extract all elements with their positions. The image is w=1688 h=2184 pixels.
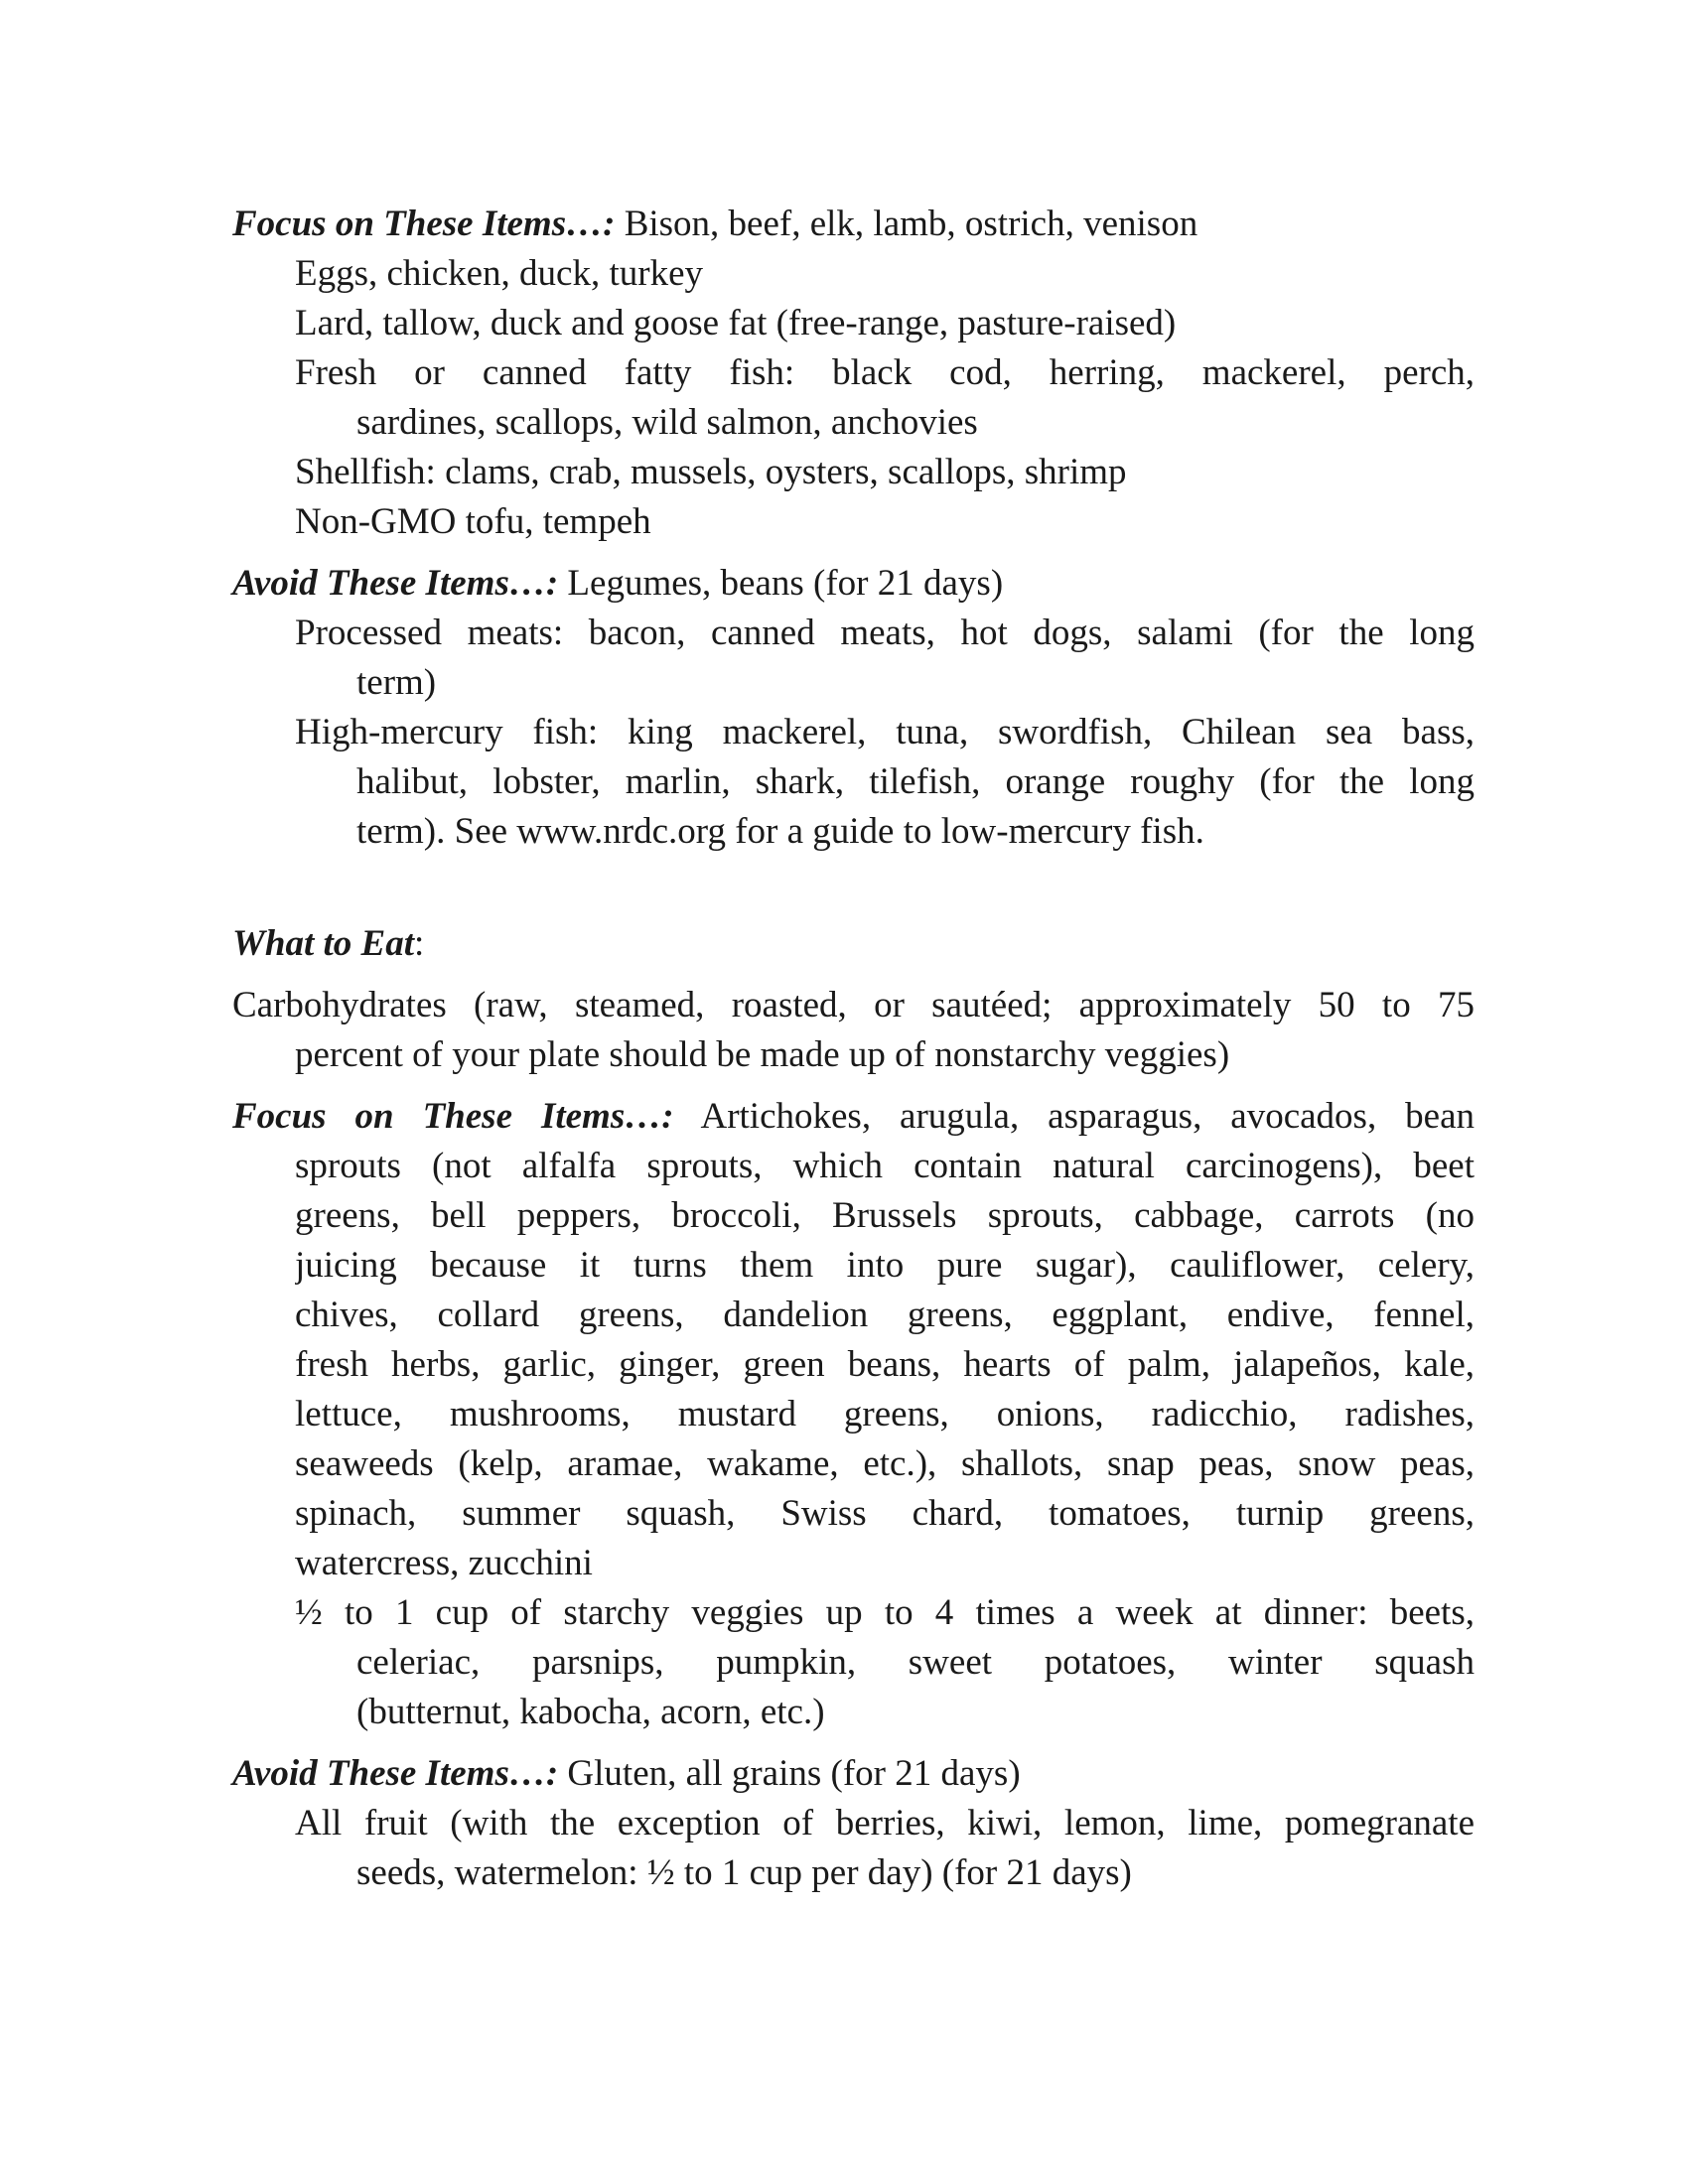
list-item: watercress, zucchini: [295, 1543, 593, 1583]
list-item: Eggs, chicken, duck, turkey: [295, 253, 703, 294]
protein-focus-lead: Focus on These Items…: [232, 204, 604, 244]
list-item: lettuce, mushrooms, mustard greens, onions, radicchio, radishes,: [295, 1394, 1475, 1434]
list-item: Lard, tallow, duck and goose fat (free-range, pasture-raised): [295, 303, 1177, 343]
protein-avoid-lead: Avoid These Items…: [232, 563, 546, 604]
carbs-focus-line: Focus on These Items…: Artichokes, arugula, asparagus, avocados, bean: [232, 1096, 1475, 1137]
list-item: seeds, watermelon: ½ to 1 cup per day) (for 21 days): [356, 1852, 1132, 1893]
list-item: juicing because it turns them into pure sugar), cauliflower, celery,: [295, 1245, 1475, 1286]
list-item: halibut, lobster, marlin, shark, tilefish, orange roughy (for the long: [356, 761, 1475, 802]
list-item: greens, bell peppers, broccoli, Brussels sprouts, cabbage, carrots (no: [295, 1195, 1475, 1236]
carbs-avoid-lead: Avoid These Items…: [232, 1753, 546, 1794]
list-item: ½ to 1 cup of starchy veggies up to 4 times a week at dinner: beets,: [295, 1592, 1475, 1633]
list-item: fresh herbs, garlic, ginger, green beans, hearts of palm, jalapeños, kale,: [295, 1344, 1475, 1385]
list-item: Shellfish: clams, crab, mussels, oysters, scallops, shrimp: [295, 452, 1127, 492]
list-item: sardines, scallops, wild salmon, anchovies: [356, 402, 978, 443]
list-item: term). See www.nrdc.org for a guide to low-mercury fish.: [356, 811, 1204, 852]
list-item: Non-GMO tofu, tempeh: [295, 501, 651, 542]
carbs-avoid-line: Avoid These Items…: Gluten, all grains (for 21 days): [232, 1753, 1021, 1794]
protein-focus-line: Focus on These Items…: Bison, beef, elk, lamb, ostrich, venison: [232, 204, 1198, 244]
protein-focus-first: Bison, beef, elk, lamb, ostrich, venison: [615, 204, 1198, 244]
list-item: Processed meats: bacon, canned meats, hot dogs, salami (for the long: [295, 613, 1475, 653]
list-item: celeriac, parsnips, pumpkin, sweet potatoes, winter squash: [356, 1642, 1475, 1683]
protein-avoid-first: Legumes, beans (for 21 days): [558, 563, 1004, 604]
what-to-eat-heading: What to Eat:: [232, 923, 425, 964]
carbs-intro-line: Carbohydrates (raw, steamed, roasted, or sautéed; approximately 50 to 75: [232, 985, 1475, 1025]
list-item: sprouts (not alfalfa sprouts, which contain natural carcinogens), beet: [295, 1146, 1475, 1186]
list-item: Fresh or canned fatty fish: black cod, herring, mackerel, perch,: [295, 352, 1475, 393]
list-item: seaweeds (kelp, aramae, wakame, etc.), shallots, snap peas, snow peas,: [295, 1443, 1475, 1484]
list-item: High-mercury fish: king mackerel, tuna, swordfish, Chilean sea bass,: [295, 712, 1475, 752]
list-item: All fruit (with the exception of berries, kiwi, lemon, lime, pomegranate: [295, 1803, 1475, 1843]
list-item: term): [356, 662, 437, 703]
carbs-focus-first: Artichokes, arugula, asparagus, avocados, bean: [673, 1096, 1475, 1137]
protein-avoid-line: Avoid These Items…: Legumes, beans (for 21 days): [232, 563, 1004, 604]
list-item: spinach, summer squash, Swiss chard, tomatoes, turnip greens,: [295, 1493, 1475, 1534]
carbs-intro-line: percent of your plate should be made up of nonstarchy veggies): [295, 1034, 1230, 1075]
carbs-avoid-first: Gluten, all grains (for 21 days): [558, 1753, 1021, 1794]
list-item: chives, collard greens, dandelion greens, eggplant, endive, fennel,: [295, 1295, 1475, 1335]
carbs-focus-lead: Focus on These Items…: [232, 1096, 662, 1137]
list-item: (butternut, kabocha, acorn, etc.): [356, 1692, 825, 1732]
